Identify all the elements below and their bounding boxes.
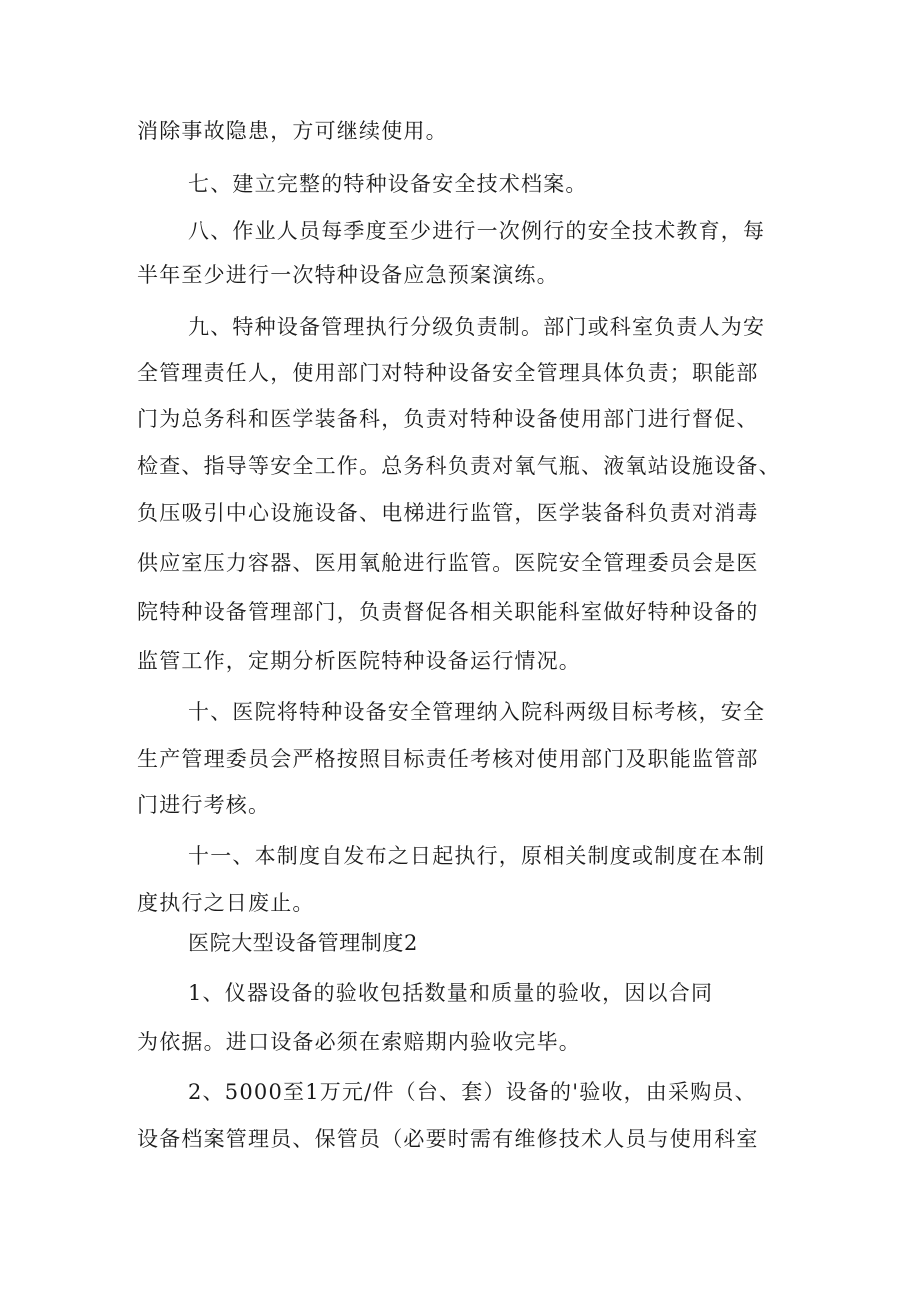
text-line: 负压吸引中心设施设备、电梯进行监管，医学装备科负责对消毒 [137,501,759,525]
text-line: 供应室压力容器、医用氧舱进行监管。医院安全管理委员会是医 [137,551,759,575]
text-line: 2、5000至1万元/件（台、套）设备的'验收，由采购员、 [188,1080,757,1104]
text-line: 十一、本制度自发布之日起执行，原相关制度或制度在本制 [188,844,766,868]
text-line: 全管理责任人，使用部门对特种设备安全管理具体负责；职能部 [137,361,759,385]
text-line: 半年至少进行一次特种设备应急预案演练。 [137,263,559,287]
text-line: 八、作业人员每季度至少进行一次例行的安全技术教育，每 [188,219,766,243]
text-line: 为依据。进口设备必须在索赔期内验收完毕。 [137,1030,581,1054]
text-line: 生产管理委员会严格按照目标责任考核对使用部门及职能监管部 [137,747,759,771]
text-line: 度执行之日废止。 [137,891,315,915]
text-line: 十、医院将特种设备安全管理纳入院科两级目标考核，安全 [188,700,766,724]
text-line: 1、仪器设备的验收包括数量和质量的验收，因以合同 [188,981,714,1005]
text-line: 院特种设备管理部门，负责督促各相关职能科室做好特种设备的 [137,600,759,624]
text-line: 门为总务科和医学装备科，负责对特种设备使用部门进行督促、 [137,407,759,431]
text-line: 门进行考核。 [137,793,271,817]
text-line: 设备档案管理员、保管员（必要时需有维修技术人员与使用科室 [137,1127,759,1151]
section-title: 医院大型设备管理制度2 [188,931,418,955]
text-line: 监管工作，定期分析医院特种设备运行情况。 [137,649,581,673]
text-line: 消除事故隐患，方可继续使用。 [137,119,448,143]
text-line: 七、建立完整的特种设备安全技术档案。 [188,172,588,196]
text-line: 检查、指导等安全工作。总务科负责对氧气瓶、液氧站设施设备、 [137,454,781,478]
text-line: 九、特种设备管理执行分级负责制。部门或科室负责人为安 [188,315,766,339]
